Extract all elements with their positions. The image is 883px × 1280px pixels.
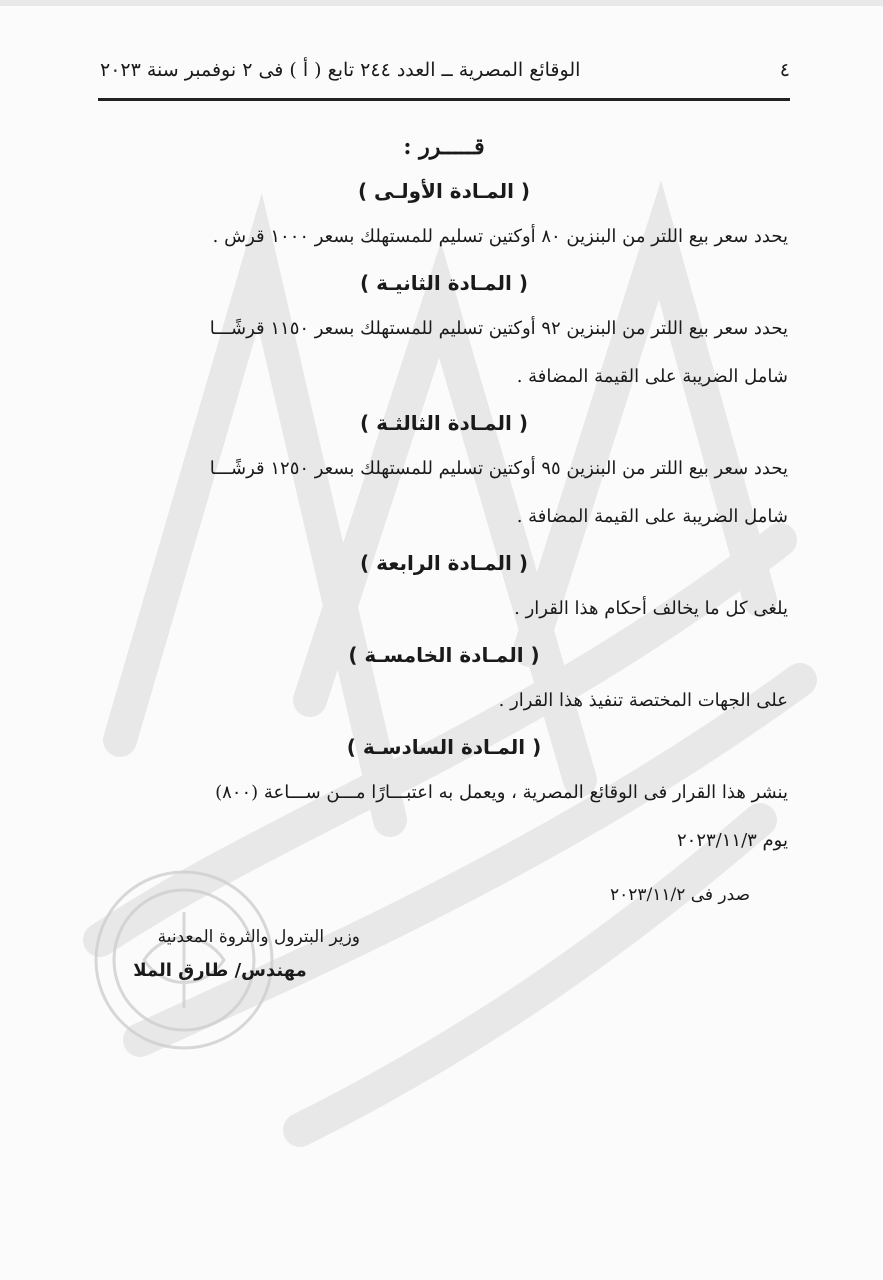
article-text: شامل الضريبة على القيمة المضافة .	[516, 366, 788, 387]
scan-edge	[0, 0, 883, 6]
page-number: ٤	[779, 59, 790, 81]
article-title: ( المـادة الثانيـة )	[359, 271, 529, 295]
signatory-name: مهندس/ طارق الملا	[133, 960, 307, 981]
article-title: ( المـادة السادسـة )	[346, 735, 542, 759]
issue-line: الوقائع المصرية ــ العدد ٢٤٤ تابع ( أ ) فى ٢ نوفمبر سنة ٢٠٢٣	[100, 59, 581, 81]
article-4	[100, 541, 788, 633]
article-2	[100, 261, 788, 401]
issue-date: صدر فى ٢٠٢٣/١١/٢	[609, 885, 750, 905]
decision-label: قـــــرر :	[403, 134, 485, 160]
article-title: ( المـادة الأولـى )	[357, 179, 531, 203]
article-text: على الجهات المختصة تنفيذ هذا القرار .	[498, 690, 788, 711]
article-5	[100, 633, 788, 725]
article-title: ( المـادة الرابعة )	[360, 551, 528, 575]
article-3	[100, 401, 788, 541]
article-text: يحدد سعر بيع اللتر من البنزين ٨٠ أوكتين تسليم للمستهلك بسعر ١٠٠٠ قرش .	[212, 226, 788, 247]
article-text: يلغى كل ما يخالف أحكام هذا القرار .	[514, 598, 788, 619]
article-title: ( المـادة الخامسـة )	[348, 643, 540, 667]
article-text: يوم ٢٠٢٣/١١/٣	[677, 830, 788, 851]
article-text: يحدد سعر بيع اللتر من البنزين ٩٥ أوكتين تسليم للمستهلك بسعر ١٢٥٠ قرشًـــا	[209, 458, 788, 479]
gazette-header	[100, 52, 790, 88]
header-divider	[98, 98, 790, 101]
article-text: شامل الضريبة على القيمة المضافة .	[516, 506, 788, 527]
decree-body	[100, 125, 788, 865]
article-title: ( المـادة الثالثـة )	[359, 411, 529, 435]
article-text: يحدد سعر بيع اللتر من البنزين ٩٢ أوكتين تسليم للمستهلك بسعر ١١٥٠ قرشًـــا	[209, 318, 788, 339]
article-1	[100, 169, 788, 261]
article-text: ينشر هذا القرار فى الوقائع المصرية ، ويعمل به اعتبـــارًا مـــن ســـاعة (٨٠٠)	[215, 782, 788, 803]
signatory-title: وزير البترول والثروة المعدنية	[157, 927, 360, 947]
article-6	[100, 725, 788, 865]
